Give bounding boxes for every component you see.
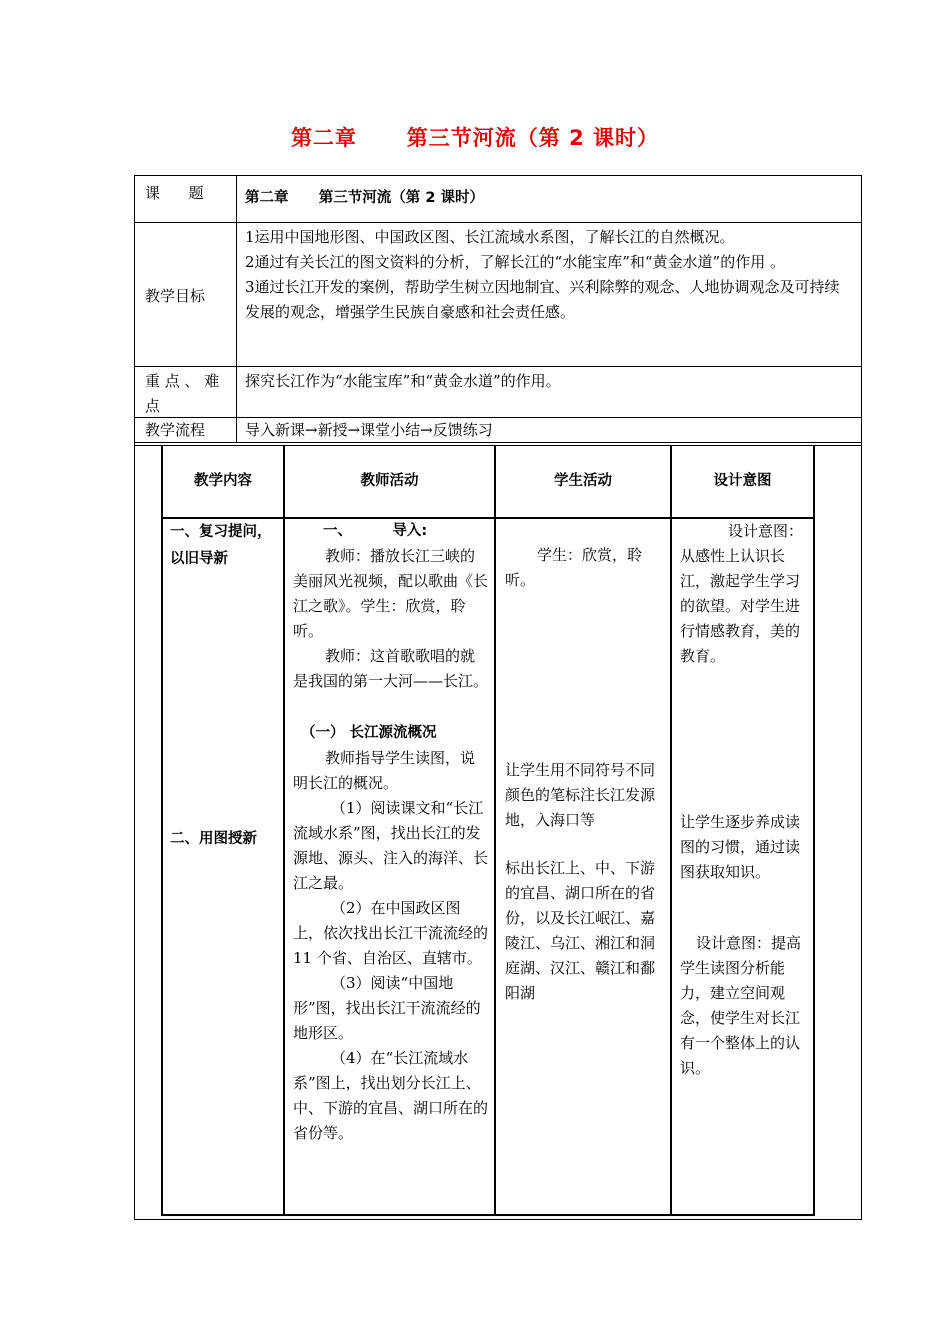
header-student: 学生活动 [554,473,612,489]
table-rule [134,442,862,443]
table-rule [861,175,862,1220]
subject-value: 第二章 第三节河流（第 2 课时） [245,190,484,206]
design-intent-2: 让学生逐步养成读图的习惯，通过读图获取知识。 [680,813,801,881]
teacher-p7: （4）在“长江流域水系”图上，找出划分长江上、中、下游的宜昌、湖口所在的省份等。 [293,1049,489,1142]
intro-heading: 一、 导入: [323,523,428,539]
source-heading: （一） 长江源流概况 [301,725,437,741]
student-activity-3: 标出长江上、中、下游的宜昌、湖口所在的省份，以及长江岷江、嘉陵江、乌江、湘江和洞庭湖、汉江、赣江和鄱阳湖 [505,859,656,1002]
teacher-activity [293,519,488,1146]
table-rule [134,366,862,367]
table-rule [162,1214,814,1216]
teacher-p4: （1）阅读课文和“长江流域水系”图，找出长江的发源地、源头、注入的海洋、长江之最。 [293,799,489,892]
header-content: 教学内容 [194,473,252,489]
header-design: 设计意图 [713,473,772,489]
objective-1: 1运用中国地形图、中国政区图、长江流域水系图，了解长江的自然概况。 [245,228,735,246]
table-rule [134,175,135,1220]
keypoints-label: 重 点 、 难 点 [145,372,220,415]
table-rule [134,175,862,176]
student-activity-1: 学生：欣赏，聆听。 [505,546,643,589]
table-rule [494,445,496,1216]
teacher-p2: 教师：这首歌歌唱的就是我国的第一大河——长江。 [293,647,489,690]
design-intent-1: 设计意图：从感性上认识长江，激起学生学习的欲望。对学生进行情感教育，美的教育。 [680,522,804,665]
flow-label: 教学流程 [145,421,206,439]
teacher-p1: 教师：播放长江三峡的美丽风光视频，配以歌曲《长江之歌》。学生：欣赏，聆听。 [293,547,489,640]
page-title: 第二章 第三节河流（第 2 课时） [290,126,660,150]
table-rule [134,417,862,418]
table-rule [134,1219,862,1220]
flow-value: 导入新课→新授→课堂小结→反馈练习 [245,421,493,439]
section-review: 一、复习提问，以旧导新 [170,524,272,567]
table-rule [670,445,672,1216]
table-rule [236,175,237,442]
teacher-p5: （2）在中国政区图上，依次找出长江干流流经的 11 个省、自治区、直辖市。 [293,899,489,967]
table-rule [134,445,862,446]
design-intent-3: 设计意图：提高学生读图分析能力，建立空间观念，使学生对长江有一个整体上的认识。 [680,934,802,1077]
objectives-text [245,225,853,325]
teacher-p6: （3）阅读“中国地形”图，找出长江干流流经的地形区。 [293,974,481,1042]
table-rule [134,222,862,223]
teacher-p3: 教师指导学生读图，说明长江的概况。 [293,749,476,792]
table-rule [283,445,285,1216]
header-teacher: 教师活动 [360,473,419,489]
objective-3: 3通过长江开发的案例，帮助学生树立因地制宜、兴利除弊的观念、人地协调观念及可持续发展的观念，增强学生民族自豪感和社会责任感。 [245,278,840,321]
objective-2: 2通过有关长江的图文资料的分析，了解长江的“水能宝库”和“黄金水道”的作用 。 [245,253,785,271]
objectives-label: 教学目标 [145,287,206,305]
keypoints-value: 探究长江作为“水能宝库”和“黄金水道”的作用。 [245,372,561,390]
subject-label: 课 题 [145,184,204,202]
table-rule [161,445,163,1216]
student-activity-2: 让学生用不同符号不同颜色的笔标注长江发源地，入海口等 [505,761,656,829]
table-rule [813,445,815,1216]
section-map-teaching: 二、用图授新 [170,831,257,847]
